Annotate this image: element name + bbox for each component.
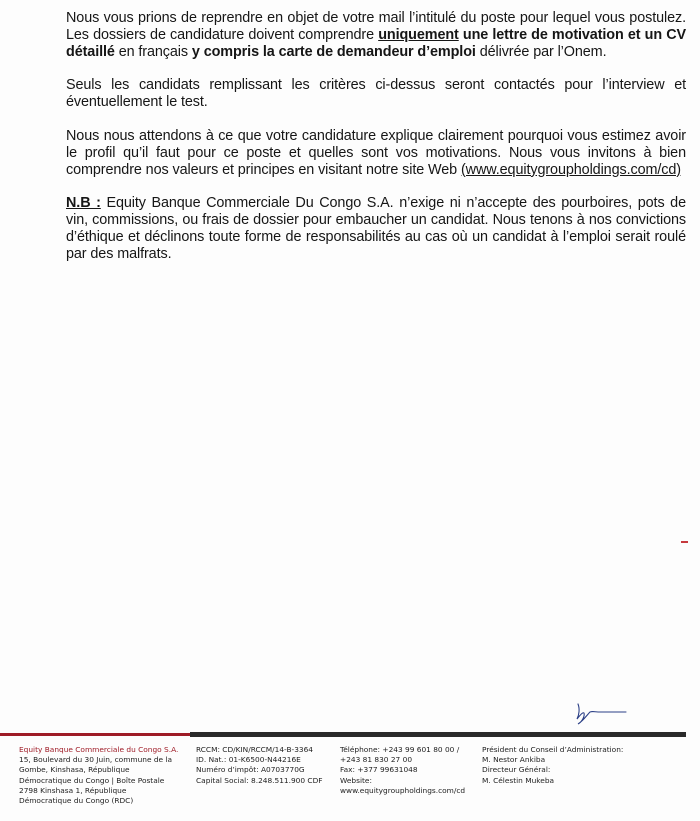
chairman-name: M. Nestor Ankiba xyxy=(482,755,546,765)
paragraph-contact-criteria: Seuls les candidats remplissant les critères ci-dessus seront contactés pour l’interview et éventuellement le test. xyxy=(66,77,686,111)
emphasis-documents: une lettre de motivation et un CV détaillé xyxy=(66,26,686,60)
paragraph-application-instructions xyxy=(66,10,686,60)
footer-divider-red xyxy=(0,733,190,736)
chairman-title: Président du Conseil d’Administration: xyxy=(482,745,624,754)
national-id: ID. Nat.: 01-K6500-N44216E xyxy=(196,755,301,765)
ceo-title: Directeur Général: xyxy=(482,765,551,775)
share-capital: Capital Social: 8.248.511.900 CDF xyxy=(196,775,323,785)
address-line: Démocratique du Congo | Boîte Postale xyxy=(19,775,165,785)
address-line: 15, Boulevard du 30 Juin, commune de la xyxy=(19,755,173,765)
tax-number: Numéro d’impôt: A0703770G xyxy=(196,765,305,775)
footer-management xyxy=(482,745,642,786)
fax-line: Fax: +377 99631048 xyxy=(340,765,418,775)
address-line: Démocratique du Congo (RDC) xyxy=(19,796,134,806)
footer-registration xyxy=(196,745,336,786)
text: Equity Banque Commerciale Du Congo S.A. n’exige ni n’accepte des pourboires, pots de vin, commissions, ou frais de dossier pour embaucher un candidat. Nous tenons à nos convictions d’éthique et déclinons toute forme de responsabilités au cas où un candidat à l’emploi serait roulé par des malfrats. xyxy=(66,195,686,262)
footer-contact xyxy=(340,745,480,796)
emphasis-uniquement: uniquement xyxy=(378,26,459,43)
phone-line: Téléphone: +243 99 601 80 00 / xyxy=(340,745,460,754)
rccm-number: RCCM: CD/KIN/RCCM/14-B-3364 xyxy=(196,745,313,754)
phone-line: +243 81 830 27 00 xyxy=(340,755,413,765)
footer-divider xyxy=(0,732,700,740)
text: délivrée par l’Onem. xyxy=(475,43,607,60)
website-url[interactable]: www.equitygroupholdings.com/cd xyxy=(340,785,466,795)
text: Nous vous prions de reprendre en objet de votre mail l’intitulé du poste pour lequel vous postulez. Les dossiers de candidature doivent comprendre xyxy=(66,10,686,43)
text: Nous nous attendons à ce que votre candidature explique clairement pourquoi vous estimez avoir le profil qu’il faut pour ce poste et quelles sont vos motivations. Nous vous invitons à bien comprendre nos valeurs et principes en visitant notre site Web xyxy=(66,127,686,178)
company-name: Equity Banque Commerciale du Congo S.A. xyxy=(19,745,179,754)
footer-divider-dark xyxy=(190,732,686,737)
footer-company-address xyxy=(19,745,189,806)
edge-mark xyxy=(681,541,688,543)
website-link[interactable]: (www.equitygroupholdings.com/cd) xyxy=(460,161,681,178)
ceo-name: M. Célestin Mukeba xyxy=(482,775,555,785)
address-line: 2798 Kinshasa 1, République xyxy=(19,785,127,795)
signature xyxy=(572,700,628,728)
address-line: Gombe, Kinshasa, République xyxy=(19,765,130,775)
emphasis-job-seeker-card: y compris la carte de demandeur d’emploi xyxy=(191,43,476,60)
website-label: Website: xyxy=(340,775,372,785)
letter-body xyxy=(66,10,686,280)
nb-label: N.B : xyxy=(66,195,101,212)
paragraph-motivation xyxy=(66,128,686,178)
text: en français xyxy=(114,43,192,60)
paragraph-nb-notice xyxy=(66,195,686,262)
